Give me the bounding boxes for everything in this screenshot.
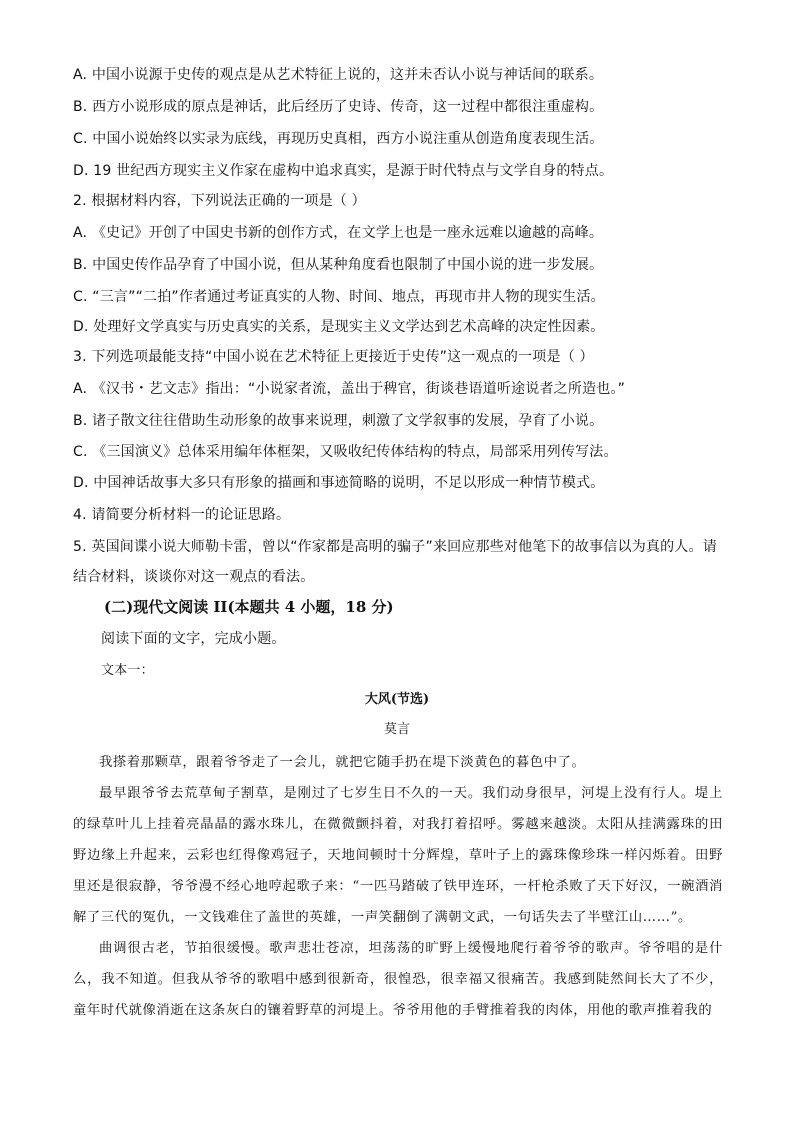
story-title: 大风(节选) <box>364 692 430 707</box>
q3-option-d: D. 中国神话故事大多只有形象的描画和事迹简略的说明，不足以形成一种情节模式。 <box>73 475 605 491</box>
story-paragraph: 最早跟爷爷去荒草甸子割草，是刚过了七岁生日不久的一天。我们动身很早，河堤上没有行人。堤上的绿草叶儿上挂着亮晶晶的露水珠儿，在微微颤抖着，对我打着招呼。雾越来越淡。太阳从挂满露珠的田野边缘上升起来，云彩也红得像鸡冠子，天地间顿时十分辉煌，草叶子上的露珠像珍珠一样闪烁着。田野里还是很寂静，爷爷漫不经心地哼起歌子来：“一匹马踏破了铁甲连环，一杆枪杀败了天下好汉，一碗酒消解了三代的冤仇，一文钱难住了盖世的英雄，一声笑翻倒了满朝文武，一句话失去了半壁江山……”。 <box>73 786 723 925</box>
q3-stem: 3. 下列选项最能支持“中国小说在艺术特征上更接近于史传”这一观点的一项是（ ） <box>73 349 594 365</box>
q1-option-c: C. 中国小说始终以实录为底线，再现历史真相，西方小说注重从创造角度表现生活。 <box>73 131 604 147</box>
q1-option-b: B. 西方小说形成的原点是神话，此后经历了史诗、传奇，这一过程中都很注重虚构。 <box>73 99 604 115</box>
q4-stem: 4. 请简要分析材料一的论证思路。 <box>73 507 291 523</box>
q2-option-d: D. 处理好文学真实与历史真实的关系，是现实主义文学达到艺术高峰的决定性因素。 <box>73 319 605 335</box>
text-label: 文本一： <box>101 663 154 678</box>
q2-stem: 2. 根据材料内容，下列说法正确的一项是（ ） <box>73 193 366 209</box>
q1-option-a: A. 中国小说源于史传的观点是从艺术特征上说的，这并未否认小说与神话间的联系。 <box>73 67 604 83</box>
story-paragraph: 我搽着那颗草，跟着爷爷走了一会儿，就把它随手扔在堤下淡黄色的暮色中了。 <box>99 755 586 770</box>
q5-stem-line1: 5. 英国间谍小说大师勒卡雷，曾以“作家都是高明的骗子”来回应那些对他笔下的故事信以为真的人。请 <box>73 539 717 555</box>
q3-option-a: A. 《汉书・艺文志》指出：“小说家者流，盖出于稗官，街谈巷语道听途说者之所造也。” <box>73 381 626 397</box>
q5-stem-line2: 结合材料，谈谈你对这一观点的看法。 <box>73 569 315 585</box>
reading-instruction: 阅读下面的文字，完成小题。 <box>101 631 286 647</box>
q3-option-c: C. 《三国演义》总体采用编年体框架，又吸收纪传体结构的特点，局部采用列传写法。 <box>73 444 618 460</box>
q2-option-c: C. “三言”“二拍”作者通过考证真实的人物、时间、地点，再现市井人物的现实生活。 <box>73 289 605 305</box>
q2-option-b: B. 中国史传作品孕育了中国小说，但从某种角度看也限制了中国小说的进一步发展。 <box>73 257 604 273</box>
section-heading: (二)现代文阅读 II(本题共 4 小题，18 分) <box>104 598 394 616</box>
q1-option-d: D. 19 世纪西方现实主义作家在虚构中追求真实，是源于时代特点与文学自身的特点。 <box>73 163 614 179</box>
story-body <box>73 747 723 1026</box>
story-author: 莫言 <box>383 722 410 737</box>
story-paragraph: 曲调很古老，节拍很缓慢。歌声悲壮苍凉，坦荡荡的旷野上缓慢地爬行着爷爷的歌声。爷爷唱的是什么，我不知道。但我从爷爷的歌唱中感到很新奇，很惶恐，很幸福又很痛苦。我感到陡然间长大了不少，童年时代就像消逝在这条灰白的镶着野草的河堤上。爷爷用他的手臂推着我的肉体，用他的歌声推着我的 <box>73 941 723 1018</box>
q2-option-a: A. 《史记》开创了中国史书新的创作方式，在文学上也是一座永远难以逾越的高峰。 <box>73 225 604 241</box>
q3-option-b: B. 诸子散文往往借助生动形象的故事来说理，刺激了文学叙事的发展，孕育了小说。 <box>73 413 604 429</box>
